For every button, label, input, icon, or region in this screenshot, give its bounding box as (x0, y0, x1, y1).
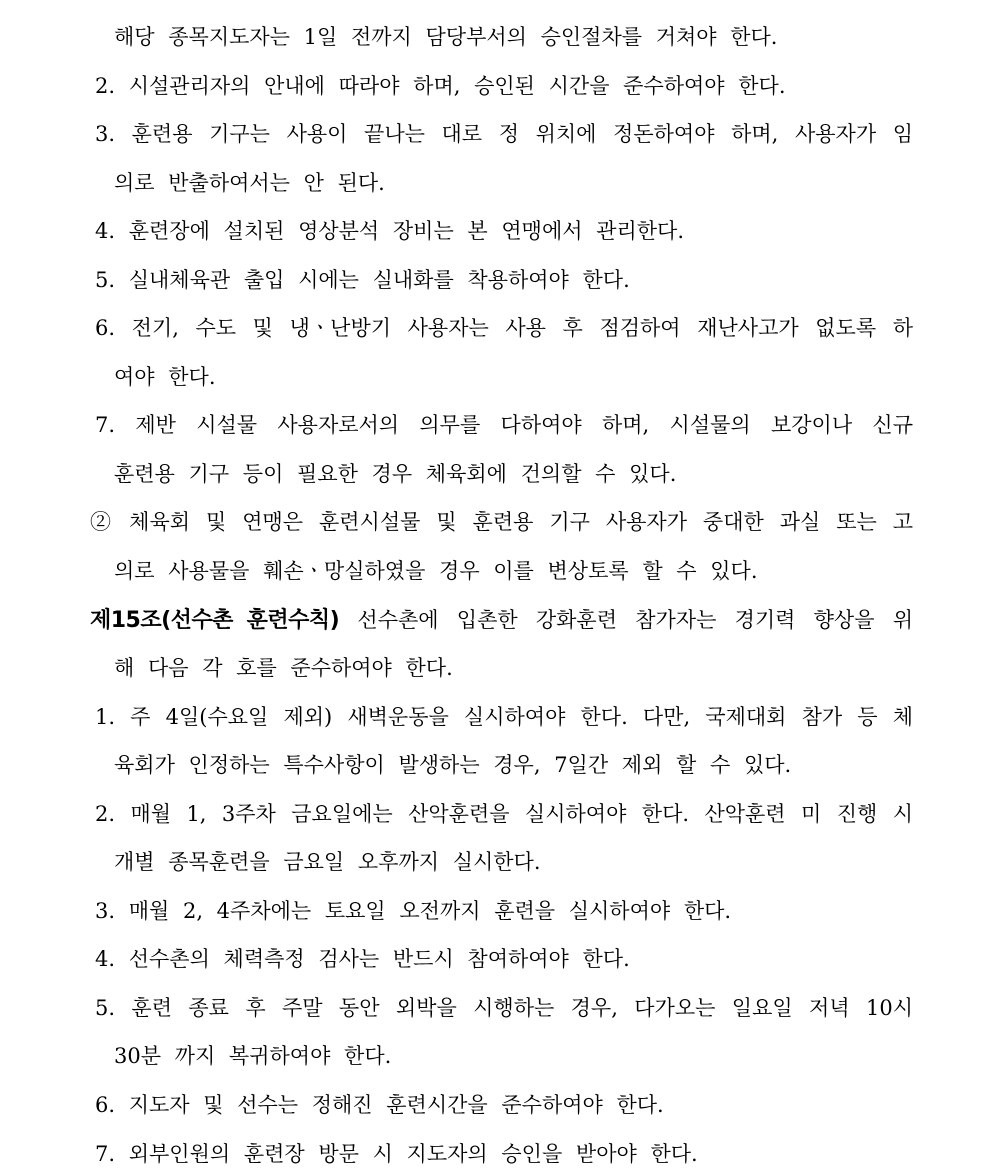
doc-line-article15-heading (90, 596, 913, 645)
doc-line-item7: 7. 제반 시설물 사용자로서의 의무를 다하여야 하며, 시설물의 보강이나 신규 (95, 413, 913, 438)
doc-line-item4: 4. 훈련장에 설치된 영상분석 장비는 본 연맹에서 관리한다. (95, 219, 685, 244)
article15-title: 제15조(선수촌 훈련수칙) (90, 607, 340, 633)
doc-line-item1-continuation: 해당 종목지도자는 1일 전까지 담당부서의 승인절차를 거쳐야 한다. (114, 25, 778, 49)
doc-line-rule5: 5. 훈련 종료 후 주말 동안 외박을 시행하는 경우, 다가오는 일요일 저녁 10시 (95, 995, 913, 1020)
doc-line-paragraph2-continuation: 의로 사용물을 훼손ㆍ망실하였을 경우 이를 변상토록 할 수 있다. (114, 559, 758, 584)
doc-line-rule3: 3. 매월 2, 4주차에는 토요일 오전까지 훈련을 실시하여야 한다. (95, 898, 732, 923)
doc-line-item5: 5. 실내체육관 출입 시에는 실내화를 착용하여야 한다. (95, 267, 630, 292)
doc-line-rule2-continuation: 개별 종목훈련을 금요일 오후까지 실시한다. (114, 850, 541, 875)
doc-line-item2: 2. 시설관리자의 안내에 따라야 하며, 승인된 시간을 준수하여야 한다. (95, 73, 786, 98)
article15-intro: 선수촌에 입촌한 강화훈련 참가자는 경기력 향상을 위 (357, 607, 913, 632)
doc-line-item3: 3. 훈련용 기구는 사용이 끝나는 대로 정 위치에 정돈하여야 하며, 사용자가 임 (95, 122, 913, 147)
doc-line-item6: 6. 전기, 수도 및 냉ㆍ난방기 사용자는 사용 후 점검하여 재난사고가 없도록 하 (95, 316, 913, 341)
doc-line-item7-continuation: 훈련용 기구 등이 필요한 경우 체육회에 건의할 수 있다. (114, 461, 677, 486)
doc-line-rule1: 1. 주 4일(수요일 제외) 새벽운동을 실시하여야 한다. 다만, 국제대회 참가 등 체 (95, 704, 913, 729)
doc-line-item3-continuation: 의로 반출하여서는 안 된다. (114, 170, 385, 195)
doc-line-paragraph2: ② 체육회 및 연맹은 훈련시설물 및 훈련용 기구 사용자가 중대한 과실 또는 고 (90, 510, 913, 535)
doc-line-rule6: 6. 지도자 및 선수는 정해진 훈련시간을 준수하여야 한다. (95, 1093, 664, 1118)
doc-line-rule4: 4. 선수촌의 체력측정 검사는 반드시 참여하여야 한다. (95, 947, 630, 972)
doc-line-rule7: 7. 외부인원의 훈련장 방문 시 지도자의 승인을 받아야 한다. (95, 1141, 698, 1166)
doc-line-item6-continuation: 여야 한다. (114, 364, 216, 389)
doc-line-article15-continuation: 해 다음 각 호를 준수하여야 한다. (114, 656, 453, 681)
doc-line-rule5-continuation: 30분 까지 복귀하여야 한다. (114, 1044, 392, 1069)
doc-line-rule1-continuation: 육회가 인정하는 특수사항이 발생하는 경우, 7일간 제외 할 수 있다. (114, 753, 792, 778)
doc-line-rule2: 2. 매월 1, 3주차 금요일에는 산악훈련을 실시하여야 한다. 산악훈련 미 진행 시 (95, 801, 913, 826)
